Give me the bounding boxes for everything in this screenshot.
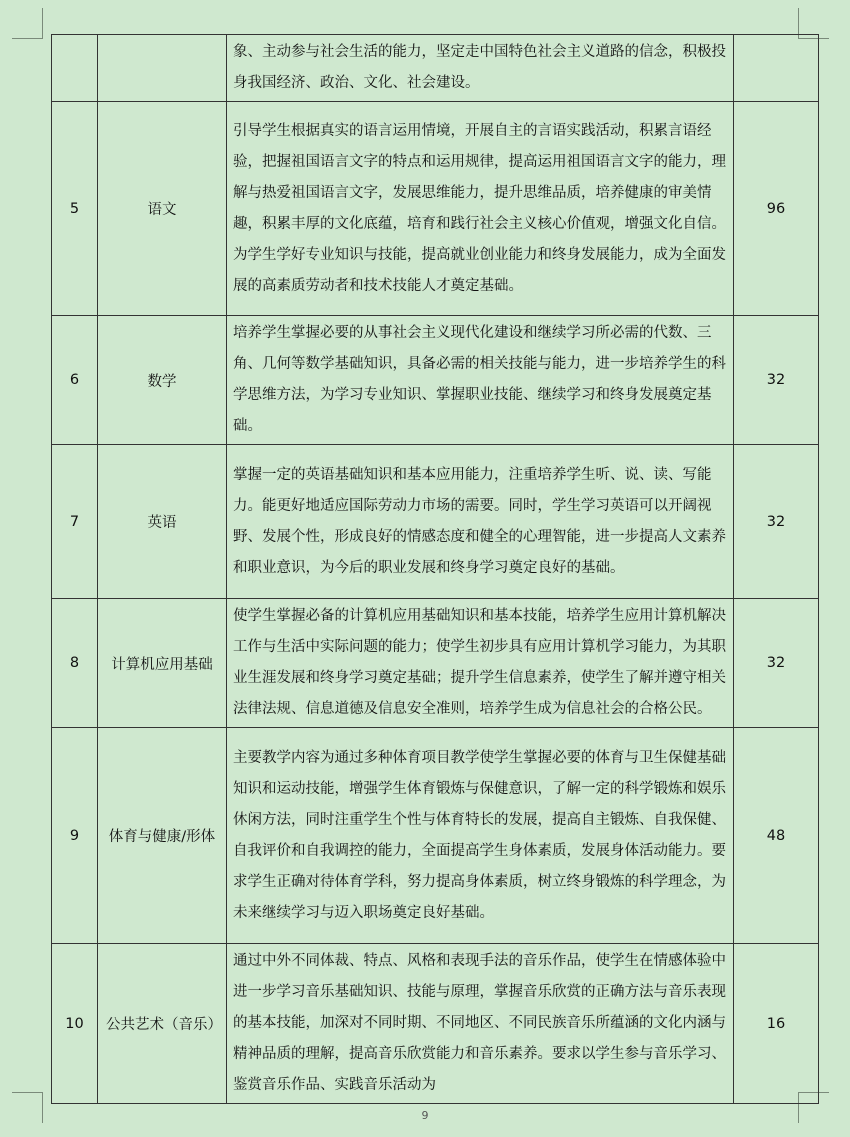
course-name: 公共艺术（音乐）: [98, 944, 227, 1104]
course-name: 语文: [98, 102, 227, 316]
course-name: [98, 35, 227, 102]
row-number: 10: [52, 944, 98, 1104]
row-number: 7: [52, 445, 98, 599]
table-row: [52, 102, 819, 316]
row-number: 5: [52, 102, 98, 316]
table-row: [52, 599, 819, 728]
table-row: [52, 445, 819, 599]
course-name: 数学: [98, 316, 227, 445]
course-hours: 48: [734, 728, 819, 944]
course-description: 使学生掌握必备的计算机应用基础知识和基本技能，培养学生应用计算机解决工作与生活中实际问题的能力；使学生初步具有应用计算机学习能力，为其职业生涯发展和终身学习奠定基础；提升学生信息素养，使学生了解并遵守相关法律法规、信息道德及信息安全准则，培养学生成为信息社会的合格公民。: [227, 599, 734, 728]
course-description: 通过中外不同体裁、特点、风格和表现手法的音乐作品，使学生在情感体验中进一步学习音乐基础知识、技能与原理，掌握音乐欣赏的正确方法与音乐表现的基本技能，加深对不同时期、不同地区、不同民族音乐所蕴涵的文化内涵与精神品质的理解，提高音乐欣赏能力和音乐素养。要求以学生参与音乐学习、鉴赏音乐作品、实践音乐活动为: [227, 944, 734, 1104]
table-row: [52, 944, 819, 1104]
table-row: [52, 35, 819, 102]
crop-mark-top-left: [12, 8, 43, 39]
course-description: 引导学生根据真实的语言运用情境，开展自主的言语实践活动，积累言语经验，把握祖国语言文字的特点和运用规律，提高运用祖国语言文字的能力，理解与热爱祖国语言文字，发展思维能力，提升思维品质，培养健康的审美情趣，积累丰厚的文化底蕴，培育和践行社会主义核心价值观，增强文化自信。为学生学好专业知识与技能，提高就业创业能力和终身发展能力，成为全面发展的高素质劳动者和技术技能人才奠定基础。: [227, 102, 734, 316]
course-description: 培养学生掌握必要的从事社会主义现代化建设和继续学习所必需的代数、三角、几何等数学基础知识，具备必需的相关技能与能力，进一步培养学生的科学思维方法，为学习专业知识、掌握职业技能、继续学习和终身发展奠定基础。: [227, 316, 734, 445]
row-number: [52, 35, 98, 102]
course-table: [51, 34, 819, 1104]
row-number: 9: [52, 728, 98, 944]
course-description: 象、主动参与社会生活的能力，坚定走中国特色社会主义道路的信念，积极投身我国经济、政治、文化、社会建设。: [227, 35, 734, 102]
course-name: 计算机应用基础: [98, 599, 227, 728]
row-number: 6: [52, 316, 98, 445]
course-description: 主要教学内容为通过多种体育项目教学使学生掌握必要的体育与卫生保健基础知识和运动技能，增强学生体育锻炼与保健意识，了解一定的科学锻炼和娱乐休闲方法，同时注重学生个性与体育特长的发展，提高自主锻炼、自我保健、自我评价和自我调控的能力，全面提高学生身体素质，发展身体活动能力。要求学生正确对待体育学科，努力提高身体素质，树立终身锻炼的科学理念，为未来继续学习与迈入职场奠定良好基础。: [227, 728, 734, 944]
course-hours: 16: [734, 944, 819, 1104]
course-hours: 32: [734, 316, 819, 445]
row-number: 8: [52, 599, 98, 728]
course-hours: [734, 35, 819, 102]
course-hours: 96: [734, 102, 819, 316]
table-row: [52, 316, 819, 445]
course-hours: 32: [734, 445, 819, 599]
course-name: 英语: [98, 445, 227, 599]
course-name: 体育与健康/形体: [98, 728, 227, 944]
course-description: 掌握一定的英语基础知识和基本应用能力，注重培养学生听、说、读、写能力。能更好地适应国际劳动力市场的需要。同时，学生学习英语可以开阔视野、发展个性，形成良好的情感态度和健全的心理智能，进一步提高人文素养和职业意识，为今后的职业发展和终身学习奠定良好的基础。: [227, 445, 734, 599]
course-hours: 32: [734, 599, 819, 728]
table-row: [52, 728, 819, 944]
page-number: 9: [421, 1109, 429, 1122]
